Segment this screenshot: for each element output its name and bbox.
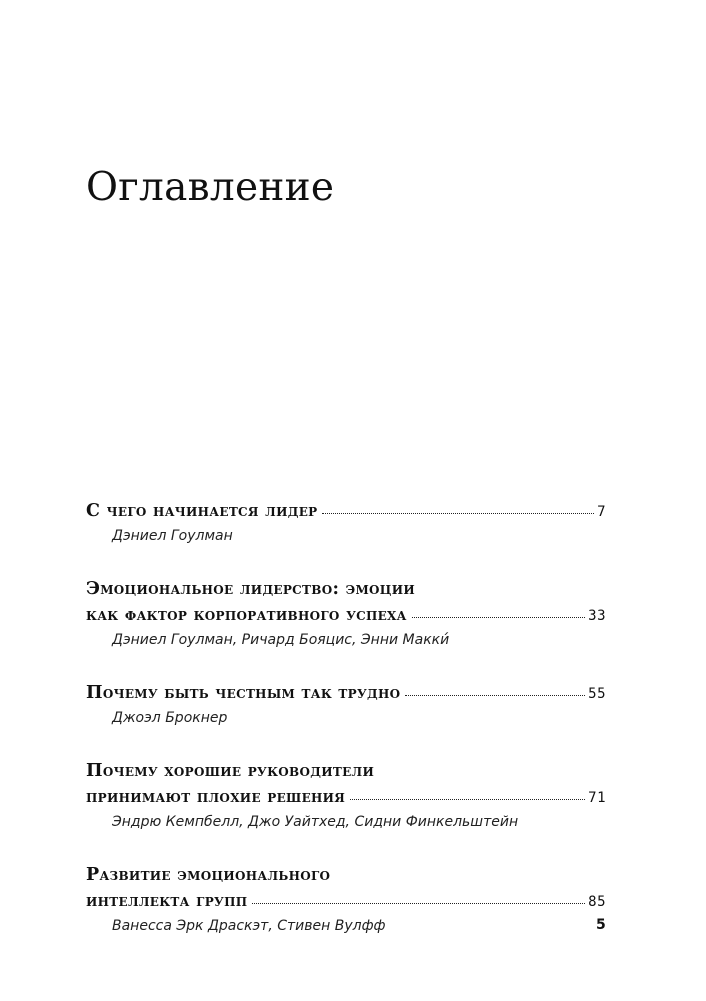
toc-authors: Дэниел Гоулман, Ричард Бояцис, Энни Макки́ (112, 632, 450, 648)
toc-title-line (86, 602, 606, 629)
toc-title: С чего начинается лидер (86, 501, 318, 521)
page-number: 5 (596, 917, 606, 933)
toc-title: принимают плохие решения (86, 787, 346, 807)
toc-title-line: Развитие эмоционального (86, 865, 331, 885)
toc-title-line (86, 680, 606, 707)
toc-entry (86, 862, 606, 936)
toc-authors: Ванесса Эрк Драскэт, Стивен Вулфф (112, 918, 386, 934)
table-of-contents (86, 498, 606, 966)
toc-title-line (86, 498, 606, 525)
toc-title-line: Эмоциональное лидерство: эмоции (86, 579, 415, 599)
toc-title: Почему быть честным так трудно (86, 683, 401, 703)
toc-entry (86, 498, 606, 546)
dot-leader (412, 617, 585, 618)
toc-entry (86, 680, 606, 728)
dot-leader (252, 903, 585, 904)
toc-page-number: 55 (588, 686, 606, 702)
toc-page-number: 85 (588, 894, 606, 910)
toc-page-number: 71 (588, 790, 606, 806)
toc-page-number: 33 (588, 608, 606, 624)
toc-title: интеллекта групп (86, 891, 248, 911)
toc-title-line: Почему хорошие руководители (86, 761, 375, 781)
toc-entry (86, 758, 606, 832)
toc-title-line (86, 784, 606, 811)
dot-leader (405, 695, 585, 696)
page-title: Оглавление (86, 165, 335, 210)
toc-entry (86, 576, 606, 650)
toc-title-line (86, 888, 606, 915)
toc-page-number: 7 (597, 504, 606, 520)
toc-authors: Дэниел Гоулман (112, 528, 233, 544)
dot-leader (322, 513, 594, 514)
toc-authors: Джоэл Брокнер (112, 710, 228, 726)
toc-title: как фактор корпоративного успеха (86, 605, 407, 625)
dot-leader (350, 799, 585, 800)
toc-authors: Эндрю Кемпбелл, Джо Уайтхед, Сидни Финкельштейн (112, 814, 519, 830)
